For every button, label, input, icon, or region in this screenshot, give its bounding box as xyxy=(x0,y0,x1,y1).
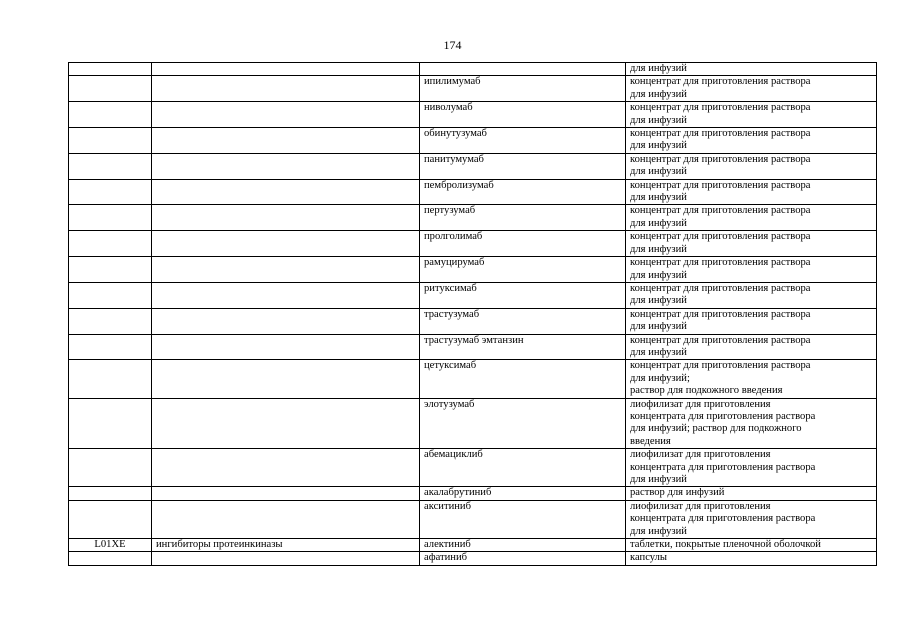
table-row xyxy=(69,257,877,283)
atc-code-cell xyxy=(69,282,152,308)
drug-group-cell xyxy=(152,102,420,128)
dosage-form-line: концентрат для приготовления раствора xyxy=(630,205,811,217)
atc-code-cell xyxy=(69,487,152,500)
drug-name-cell: ипилимумаб xyxy=(420,76,626,102)
dosage-form-cell xyxy=(626,449,877,487)
dosage-form-line: для инфузий xyxy=(630,166,687,178)
atc-code-cell xyxy=(69,231,152,257)
dosage-form-cell xyxy=(626,205,877,231)
drug-group-cell xyxy=(152,334,420,360)
dosage-form-line: для инфузий xyxy=(630,192,687,204)
drug-name-cell: элотузумаб xyxy=(420,398,626,449)
dosage-form-line: для инфузий xyxy=(630,140,687,152)
atc-code-cell xyxy=(69,153,152,179)
drug-group-cell xyxy=(152,179,420,205)
drug-name-cell: цетуксимаб xyxy=(420,360,626,398)
drug-name-cell: ниволумаб xyxy=(420,102,626,128)
dosage-form-line: концентрат для приготовления раствора xyxy=(630,257,811,269)
dosage-form-line: концентрата для приготовления раствора xyxy=(630,410,816,422)
table-row xyxy=(69,360,877,398)
drug-group-cell xyxy=(152,449,420,487)
drug-group-cell xyxy=(152,128,420,154)
table-row xyxy=(69,153,877,179)
dosage-form-line: для инфузий xyxy=(630,217,687,229)
dosage-form-cell xyxy=(626,63,877,76)
dosage-form-cell xyxy=(626,539,877,552)
dosage-form-line: введения xyxy=(630,435,671,447)
table-row xyxy=(69,128,877,154)
atc-code-cell xyxy=(69,500,152,538)
dosage-form-cell xyxy=(626,282,877,308)
dosage-form-cell xyxy=(626,128,877,154)
dosage-form-cell xyxy=(626,487,877,500)
drug-group-cell xyxy=(152,282,420,308)
dosage-form-line: для инфузий xyxy=(630,269,687,281)
atc-code-cell xyxy=(69,205,152,231)
atc-code-cell xyxy=(69,63,152,76)
table-row xyxy=(69,179,877,205)
dosage-form-cell xyxy=(626,76,877,102)
dosage-form-line: таблетки, покрытые пленочной оболочкой xyxy=(630,539,821,551)
drug-group-cell xyxy=(152,76,420,102)
atc-code-cell xyxy=(69,102,152,128)
dosage-form-cell xyxy=(626,153,877,179)
table-row xyxy=(69,76,877,102)
dosage-form-line: концентрат для приготовления раствора xyxy=(630,153,811,165)
dosage-form-cell xyxy=(626,360,877,398)
dosage-form-line: для инфузий; xyxy=(630,372,690,384)
dosage-form-cell xyxy=(626,257,877,283)
atc-code-cell xyxy=(69,257,152,283)
atc-code-cell xyxy=(69,449,152,487)
drug-name-cell: ритуксимаб xyxy=(420,282,626,308)
dosage-form-cell xyxy=(626,398,877,449)
dosage-form-line: концентрата для приготовления раствора xyxy=(630,461,816,473)
dosage-form-line: лиофилизат для приготовления xyxy=(630,398,771,410)
dosage-form-line: для инфузий xyxy=(630,525,687,537)
dosage-form-line: концентрат для приготовления раствора xyxy=(630,334,811,346)
dosage-form-line: раствор для подкожного введения xyxy=(630,385,783,397)
dosage-form-line: концентрат для приготовления раствора xyxy=(630,360,811,372)
drug-group-cell xyxy=(152,308,420,334)
drug-name-cell: афатиниб xyxy=(420,552,626,565)
dosage-form-cell xyxy=(626,500,877,538)
atc-code-cell xyxy=(69,308,152,334)
table-row xyxy=(69,282,877,308)
drug-name-cell xyxy=(420,63,626,76)
dosage-form-line: концентрат для приготовления раствора xyxy=(630,308,811,320)
drug-group-cell xyxy=(152,257,420,283)
atc-code-cell xyxy=(69,128,152,154)
drug-name-cell: абемациклиб xyxy=(420,449,626,487)
drug-name-cell: пертузумаб xyxy=(420,205,626,231)
drug-name-cell: акситиниб xyxy=(420,500,626,538)
dosage-form-line: для инфузий xyxy=(630,346,687,358)
drug-name-cell: панитумумаб xyxy=(420,153,626,179)
drug-group-cell xyxy=(152,360,420,398)
atc-code-cell xyxy=(69,76,152,102)
dosage-form-cell xyxy=(626,179,877,205)
drug-group-cell xyxy=(152,500,420,538)
dosage-form-line: концентрат для приготовления раствора xyxy=(630,231,811,243)
dosage-form-cell xyxy=(626,552,877,565)
page-number: 174 xyxy=(443,38,462,52)
drug-name-cell: обинутузумаб xyxy=(420,128,626,154)
table-row xyxy=(69,539,877,552)
table-row xyxy=(69,308,877,334)
table-row xyxy=(69,449,877,487)
dosage-form-line: для инфузий; раствор для подкожного xyxy=(630,423,802,435)
dosage-form-line: для инфузий xyxy=(630,295,687,307)
table-row xyxy=(69,487,877,500)
drug-group-cell xyxy=(152,398,420,449)
atc-code-cell: L01XE xyxy=(69,539,152,552)
dosage-form-line: концентрат для приготовления раствора xyxy=(630,179,811,191)
dosage-form-line: лиофилизат для приготовления xyxy=(630,449,771,461)
dosage-form-line: для инфузий xyxy=(630,474,687,485)
drug-name-cell: пролголимаб xyxy=(420,231,626,257)
table-row xyxy=(69,63,877,76)
atc-code-cell xyxy=(69,360,152,398)
drug-group-cell xyxy=(152,552,420,565)
drug-name-cell: акалабрутиниб xyxy=(420,487,626,500)
dosage-form-line: концентрат для приготовления раствора xyxy=(630,128,811,140)
drug-table xyxy=(68,62,877,566)
dosage-form-cell xyxy=(626,231,877,257)
dosage-form-line: лиофилизат для приготовления xyxy=(630,500,771,512)
atc-code-cell xyxy=(69,179,152,205)
dosage-form-line: концентрат для приготовления раствора xyxy=(630,102,811,114)
drug-table-body xyxy=(69,63,877,566)
dosage-form-line: для инфузий xyxy=(630,114,687,126)
drug-group-cell xyxy=(152,63,420,76)
table-row xyxy=(69,205,877,231)
dosage-form-line: для инфузий xyxy=(630,321,687,333)
dosage-form-line: для инфузий xyxy=(630,63,687,74)
drug-group-cell xyxy=(152,231,420,257)
dosage-form-cell xyxy=(626,102,877,128)
drug-group-cell: ингибиторы протеинкиназы xyxy=(152,539,420,552)
table-row xyxy=(69,231,877,257)
drug-name-cell: трастузумаб xyxy=(420,308,626,334)
drug-group-cell xyxy=(152,487,420,500)
drug-name-cell: алектиниб xyxy=(420,539,626,552)
dosage-form-line: для инфузий xyxy=(630,243,687,255)
table-row xyxy=(69,102,877,128)
dosage-form-line: капсулы xyxy=(630,552,668,564)
table-row xyxy=(69,398,877,449)
atc-code-cell xyxy=(69,552,152,565)
dosage-form-cell xyxy=(626,334,877,360)
atc-code-cell xyxy=(69,334,152,360)
dosage-form-line: для инфузий xyxy=(630,88,687,100)
table-row xyxy=(69,334,877,360)
dosage-form-cell xyxy=(626,308,877,334)
dosage-form-line: раствор для инфузий xyxy=(630,487,725,499)
table-row xyxy=(69,500,877,538)
dosage-form-line: концентрата для приготовления раствора xyxy=(630,513,816,525)
drug-group-cell xyxy=(152,205,420,231)
atc-code-cell xyxy=(69,398,152,449)
table-row xyxy=(69,552,877,565)
drug-name-cell: рамуцирумаб xyxy=(420,257,626,283)
drug-group-cell xyxy=(152,153,420,179)
drug-name-cell: пембролизумаб xyxy=(420,179,626,205)
dosage-form-line: концентрат для приготовления раствора xyxy=(630,76,811,88)
dosage-form-line: концентрат для приготовления раствора xyxy=(630,282,811,294)
drug-name-cell: трастузумаб эмтанзин xyxy=(420,334,626,360)
